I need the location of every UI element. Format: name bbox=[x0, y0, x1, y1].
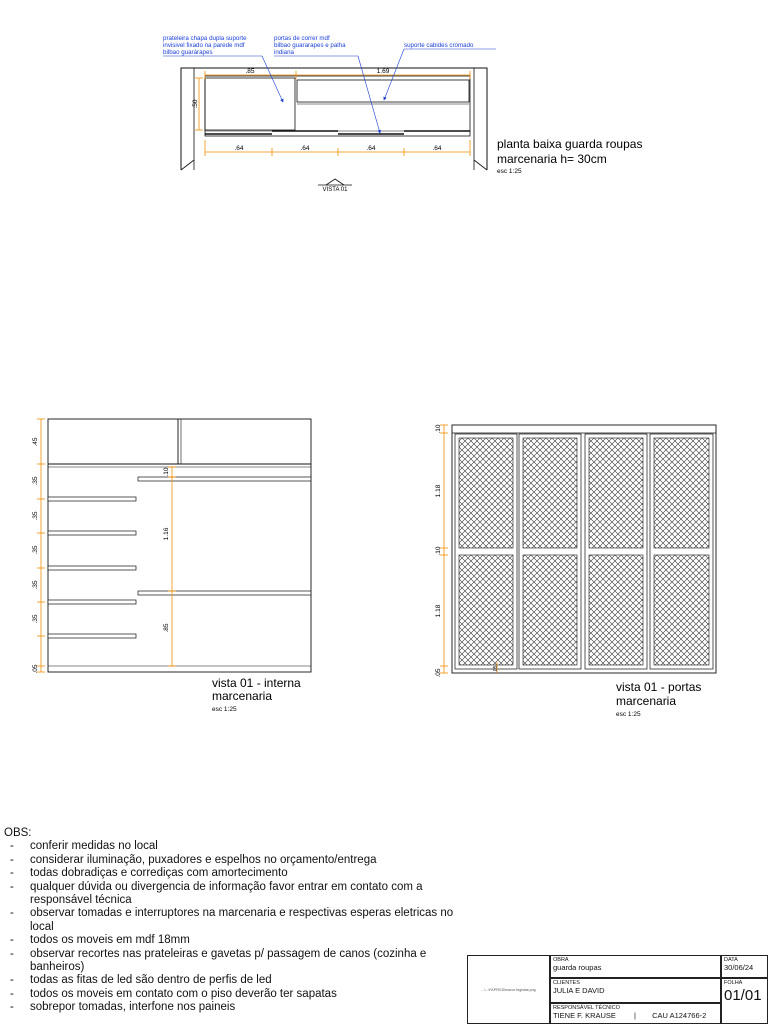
clients-label: CLIENTES bbox=[553, 980, 580, 986]
internal-dim-4: .35 bbox=[32, 545, 39, 555]
note-item: - conferir medidas no local bbox=[4, 840, 466, 853]
doors-dim-5: .05 bbox=[435, 668, 442, 678]
annotation-hanger: suporte cabides cromado bbox=[404, 42, 474, 49]
plan-dim-bottom-3: .64 bbox=[366, 145, 376, 152]
annotation-doors-line3: indiana bbox=[274, 49, 294, 56]
doors-title: vista 01 - portas bbox=[616, 680, 702, 694]
plan-view bbox=[163, 35, 642, 193]
note-item: - sobrepor tomadas, interfone nos paineis bbox=[4, 1001, 466, 1014]
logo-placeholder: ...\...\FAPFIED\marco tegistas.png bbox=[467, 955, 550, 1024]
date-value: 30/06/24 bbox=[724, 963, 754, 972]
notes-list bbox=[4, 840, 466, 1014]
plan-scale: esc 1:25 bbox=[497, 168, 522, 175]
plan-subtitle: marcenaria h= 30cm bbox=[497, 152, 607, 166]
note-item: - observar recortes nas prateleiras e gavetas p/ passagem de canos (cozinha e banheiros) bbox=[4, 948, 466, 975]
annotation-shelf-line3: bilbao guarárapes bbox=[163, 49, 213, 56]
internal-subtitle: marcenaria bbox=[212, 689, 273, 703]
internal-dim-6: .35 bbox=[32, 614, 39, 624]
date-cell bbox=[721, 955, 768, 978]
clients-value: JULIA E DAVID bbox=[553, 986, 605, 995]
internal-dim-inner-3: .85 bbox=[163, 623, 170, 633]
title-block bbox=[467, 955, 768, 1024]
annotation-shelf-line1: prateleira chapa dupla suporte bbox=[163, 35, 247, 42]
doors-dim-bottom: .05 bbox=[493, 665, 499, 673]
internal-view bbox=[32, 419, 311, 713]
annotation-shelf-line2: invisivel fixado na parede mdf bbox=[163, 42, 245, 49]
responsible-cell bbox=[550, 1003, 721, 1024]
obra-value: guarda roupas bbox=[553, 963, 602, 972]
plan-dim-bottom-2: .64 bbox=[300, 145, 310, 152]
plan-title: planta baixa guarda roupas bbox=[497, 137, 643, 151]
cau-value: CAU A124766-2 bbox=[652, 1011, 707, 1020]
plan-dim-bottom-4: .64 bbox=[432, 145, 442, 152]
notes-title: OBS: bbox=[4, 827, 32, 839]
doors-dim-4: 1.18 bbox=[435, 604, 442, 618]
responsible-label: RESPONSÁVEL TÉCNICO bbox=[553, 1005, 620, 1011]
sheet-value: 01/01 bbox=[724, 987, 762, 1004]
note-item: - todas dobradiças e corrediças com amortecimento bbox=[4, 867, 466, 880]
plan-dim-top-1: .85 bbox=[245, 68, 255, 75]
doors-dim-1: .10 bbox=[435, 424, 442, 434]
internal-dim-2: .35 bbox=[32, 476, 39, 486]
note-item: - observar tomadas e interruptores na marcenaria e respectivas esperas eletricas no local bbox=[4, 907, 466, 934]
note-item: - todas as fitas de led são dentro de perfis de led bbox=[4, 974, 466, 987]
sheet-cell bbox=[721, 978, 768, 1024]
note-item: - considerar iluminação, puxadores e espelhos no orçamento/entrega bbox=[4, 854, 466, 867]
internal-dim-1: .45 bbox=[32, 437, 39, 447]
doors-dim-2: 1.18 bbox=[435, 484, 442, 498]
note-item: - todos os moveis em contato com o piso deverão ter sapatas bbox=[4, 988, 466, 1001]
plan-dim-left: .50 bbox=[192, 99, 199, 109]
internal-title: vista 01 - interna bbox=[212, 676, 301, 690]
doors-dim-3: .10 bbox=[435, 546, 442, 556]
internal-dim-inner-1: .10 bbox=[163, 467, 170, 477]
doors-scale: esc 1:25 bbox=[616, 711, 641, 718]
plan-dim-top-2: 1.69 bbox=[376, 68, 390, 75]
date-label: DATA bbox=[724, 957, 738, 963]
obra-cell bbox=[550, 955, 721, 978]
sheet-label: FOLHA bbox=[724, 980, 743, 986]
clients-cell bbox=[550, 978, 721, 1003]
internal-scale: esc 1:25 bbox=[212, 706, 237, 713]
obra-label: OBRA bbox=[553, 957, 569, 963]
internal-dim-7: .05 bbox=[32, 664, 39, 674]
view-marker-label: VISTA 01 bbox=[322, 187, 348, 193]
responsible-value: TIENE F. KRAUSE bbox=[553, 1011, 616, 1020]
responsible-separator: | bbox=[634, 1011, 636, 1020]
notes-section bbox=[4, 827, 466, 1015]
annotation-doors-line2: bilbao guararapes e palha bbox=[274, 42, 346, 49]
note-item: - todos os moveis em mdf 18mm bbox=[4, 934, 466, 947]
doors-subtitle: marcenaria bbox=[616, 694, 677, 708]
annotation-doors-line1: portas de correr mdf bbox=[274, 35, 330, 42]
plan-dim-bottom-1: .64 bbox=[234, 145, 244, 152]
internal-dim-5: .35 bbox=[32, 580, 39, 590]
note-item: - qualquer dúvida ou divergencia de informação favor entrar em contato com a responsável técnica bbox=[4, 881, 466, 908]
internal-dim-3: .35 bbox=[32, 511, 39, 521]
internal-dim-inner-2: 1.16 bbox=[163, 527, 170, 541]
doors-view bbox=[435, 424, 716, 718]
